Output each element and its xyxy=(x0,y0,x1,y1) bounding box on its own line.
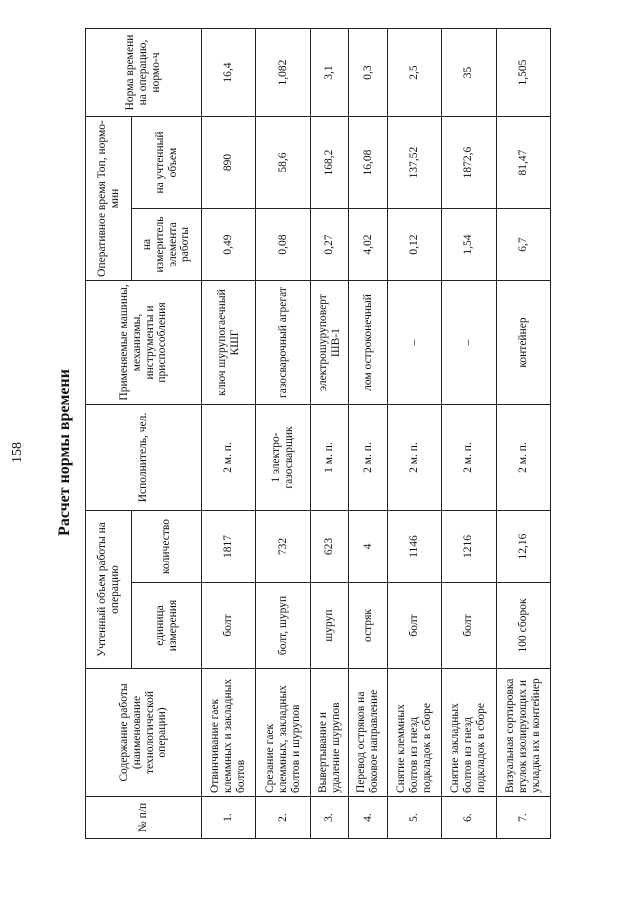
cell-quantity: 1146 xyxy=(387,511,441,583)
cell-content: Вывертывание и удаление шурупов xyxy=(310,669,348,797)
cell-num: 4. xyxy=(349,797,387,839)
cell-num: 1. xyxy=(202,797,256,839)
cell-unit: болт xyxy=(442,583,496,669)
header-norm: Норма времени на операцию, нормо-ч xyxy=(86,29,202,117)
cell-unit: остряк xyxy=(349,583,387,669)
cell-quantity: 1216 xyxy=(442,511,496,583)
header-performer: Исполнитель, чел. xyxy=(86,405,202,511)
header-optime-group: Оперативное время Топ, нормо-мин xyxy=(86,117,132,281)
cell-unit: болт xyxy=(202,583,256,669)
cell-machine: лом остроконечный xyxy=(349,281,387,405)
header-num: № п/п xyxy=(86,797,202,839)
cell-machine: контейнер xyxy=(496,281,551,405)
cell-quantity: 12,16 xyxy=(496,511,551,583)
header-row xyxy=(86,29,132,839)
cell-num: 6. xyxy=(442,797,496,839)
cell-machine: электрошуруповерт ШВ-1 xyxy=(310,281,348,405)
cell-performer: 2 м. п. xyxy=(202,405,256,511)
cell-content: Отвинчивание гаек клеммных и закладных болтов xyxy=(202,669,256,797)
cell-per-volume: 890 xyxy=(202,117,256,209)
cell-per-unit: 6,7 xyxy=(496,209,551,281)
page-title: Расчет нормы времени xyxy=(56,369,73,536)
cell-per-unit: 1,54 xyxy=(442,209,496,281)
cell-machine: – xyxy=(387,281,441,405)
cell-norm: 1,082 xyxy=(256,29,310,117)
header-content: Содержание работы (наименование технологической операции) xyxy=(86,669,202,797)
cell-per-volume: 16,08 xyxy=(349,117,387,209)
header-unit: единица измерения xyxy=(132,583,202,669)
time-norm-table xyxy=(85,28,551,839)
cell-quantity: 1817 xyxy=(202,511,256,583)
cell-per-volume: 137,52 xyxy=(387,117,441,209)
cell-machine: – xyxy=(442,281,496,405)
cell-per-unit: 0,49 xyxy=(202,209,256,281)
table-row xyxy=(442,29,496,839)
cell-norm: 1,505 xyxy=(496,29,551,117)
cell-performer: 2 м. п. xyxy=(349,405,387,511)
cell-performer: 1 м. п. xyxy=(310,405,348,511)
page-number: 158 xyxy=(10,442,25,463)
cell-num: 7. xyxy=(496,797,551,839)
cell-per-volume: 1872,6 xyxy=(442,117,496,209)
cell-performer: 1 электро-газосварщик xyxy=(256,405,310,511)
table-row xyxy=(256,29,310,839)
header-quantity: количество xyxy=(132,511,202,583)
cell-norm: 2,5 xyxy=(387,29,441,117)
table-row xyxy=(496,29,551,839)
cell-norm: 3,1 xyxy=(310,29,348,117)
cell-content: Снятие клеммных болтов из гнезд подкладок в сборе xyxy=(387,669,441,797)
table-row xyxy=(310,29,348,839)
table-row xyxy=(349,29,387,839)
cell-per-volume: 58,6 xyxy=(256,117,310,209)
cell-norm: 16,4 xyxy=(202,29,256,117)
cell-performer: 2 м. п. xyxy=(387,405,441,511)
cell-num: 2. xyxy=(256,797,310,839)
cell-num: 3. xyxy=(310,797,348,839)
cell-unit: болт xyxy=(387,583,441,669)
cell-quantity: 732 xyxy=(256,511,310,583)
cell-quantity: 4 xyxy=(349,511,387,583)
cell-per-unit: 0,27 xyxy=(310,209,348,281)
cell-num: 5. xyxy=(387,797,441,839)
header-per-unit: на измеритель элемента работы xyxy=(132,209,202,281)
cell-performer: 2 м. п. xyxy=(442,405,496,511)
cell-content: Срезание гаек клеммных, закладных болтов и шурупов xyxy=(256,669,310,797)
table-row xyxy=(387,29,441,839)
cell-content: Перевод остряков на боковое направление xyxy=(349,669,387,797)
cell-machine: ключ шурупогаечный КШГ xyxy=(202,281,256,405)
cell-unit: шуруп xyxy=(310,583,348,669)
cell-machine: газосварочный агрегат xyxy=(256,281,310,405)
cell-quantity: 623 xyxy=(310,511,348,583)
cell-content: Снятие закладных болтов из гнезд подкладок в сборе xyxy=(442,669,496,797)
header-machines: Применяемые машины, механизмы, инструменты и приспособления xyxy=(86,281,202,405)
cell-per-volume: 168,2 xyxy=(310,117,348,209)
cell-per-unit: 0,12 xyxy=(387,209,441,281)
header-volume-group: Учтенный объем работы на операцию xyxy=(86,511,132,669)
cell-performer: 2 м. п. xyxy=(496,405,551,511)
cell-unit: болт, шуруп xyxy=(256,583,310,669)
cell-per-volume: 81,47 xyxy=(496,117,551,209)
cell-norm: 35 xyxy=(442,29,496,117)
cell-content: Визуальная сортировка втулок изолирующих и укладка их в контейнер xyxy=(496,669,551,797)
cell-unit: 100 сборок xyxy=(496,583,551,669)
cell-per-unit: 0,08 xyxy=(256,209,310,281)
header-per-volume: на учтенный объем xyxy=(132,117,202,209)
table-row xyxy=(202,29,256,839)
cell-norm: 0,3 xyxy=(349,29,387,117)
cell-per-unit: 4,02 xyxy=(349,209,387,281)
